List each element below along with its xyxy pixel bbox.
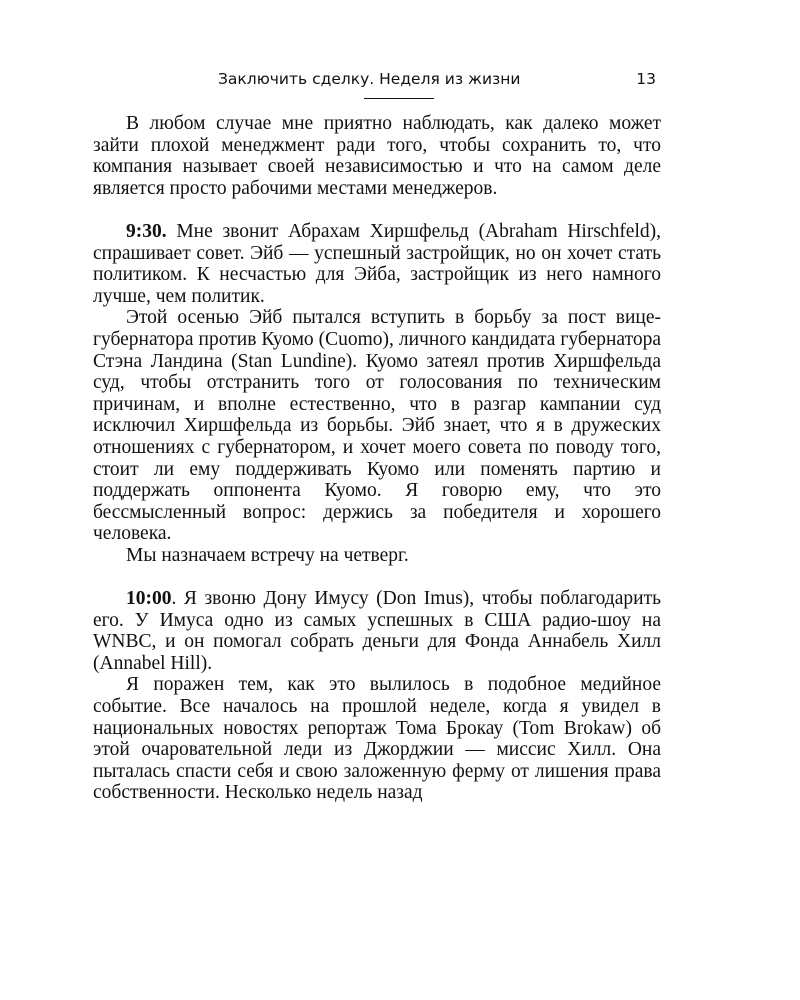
paragraph <box>93 674 661 804</box>
paragraph-entry-930 <box>93 221 661 307</box>
paragraph <box>93 545 661 567</box>
running-title: Заключить сделку. Неделя из жизни <box>218 70 521 88</box>
paragraph-text: В любом случае мне приятно наблюдать, как далеко может зайти плохой менеджмент ради того, чтобы сохранить то, что компания называет своей независимостью и что на самом деле является просто рабочими местами менеджеров. <box>93 113 661 199</box>
paragraph-text: . Я звоню Дону Имусу (Don Imus), чтобы поблагодарить его. У Имуса одно из самых успешных в США радио-шоу на WNBC, и он помогал собрать деньги для Фонда Аннабель Хилл (Annabel Hill). <box>93 588 661 674</box>
time-stamp: 9:30. <box>126 220 167 242</box>
running-head <box>218 70 660 96</box>
paragraph-entry-1000 <box>93 588 661 674</box>
header-rule <box>364 98 434 99</box>
paragraph-text: Я поражен тем, как это вылилось в подобное медийное событие. Все началось на прошлой неделе, когда я увидел в национальных новостях репортаж Тома Брокау (Tom Brokaw) об этой очаровательной леди из Джорджии — миссис Хилл. Она пыталась спасти себя и свою заложенную ферму от лишения права собственности. Несколько недель назад <box>93 674 661 804</box>
time-stamp: 10:00 <box>126 588 172 610</box>
paragraph <box>93 307 661 545</box>
page-number: 13 <box>636 70 656 88</box>
paragraph-text: Мы назначаем встречу на четверг. <box>126 544 409 566</box>
paragraph-text: Этой осенью Эйб пытался вступить в борьбу за пост вице-губернатора против Куомо (Cuomo), личного кандидата губернатора Стэна Ландина (Stan Lundine). Куомо затеял против Хиршфельда суд, чтобы отстранить того от голосования по техническим причинам, и вполне естественно, что в разгар кампании суд исключил Хиршфельда из борьбы. Эйб знает, что я в дружеских отношениях с губернатором, и хочет моего совета по поводу того, стоит ли ему поддерживать Куомо или поменять партию и поддержать оппонента Куомо. Я говорю ему, что это бессмысленный вопрос: держись за победителя и хорошего человека. <box>93 307 661 545</box>
paragraph <box>93 113 661 199</box>
paragraph-text: Мне звонит Абрахам Хиршфельд (Abraham Hirschfeld), спрашивает совет. Эйб — успешный застройщик, но он хочет стать политиком. К несчастью для Эйба, застройщик из него намного лучше, чем политик. <box>93 220 661 307</box>
body-text <box>93 113 661 804</box>
